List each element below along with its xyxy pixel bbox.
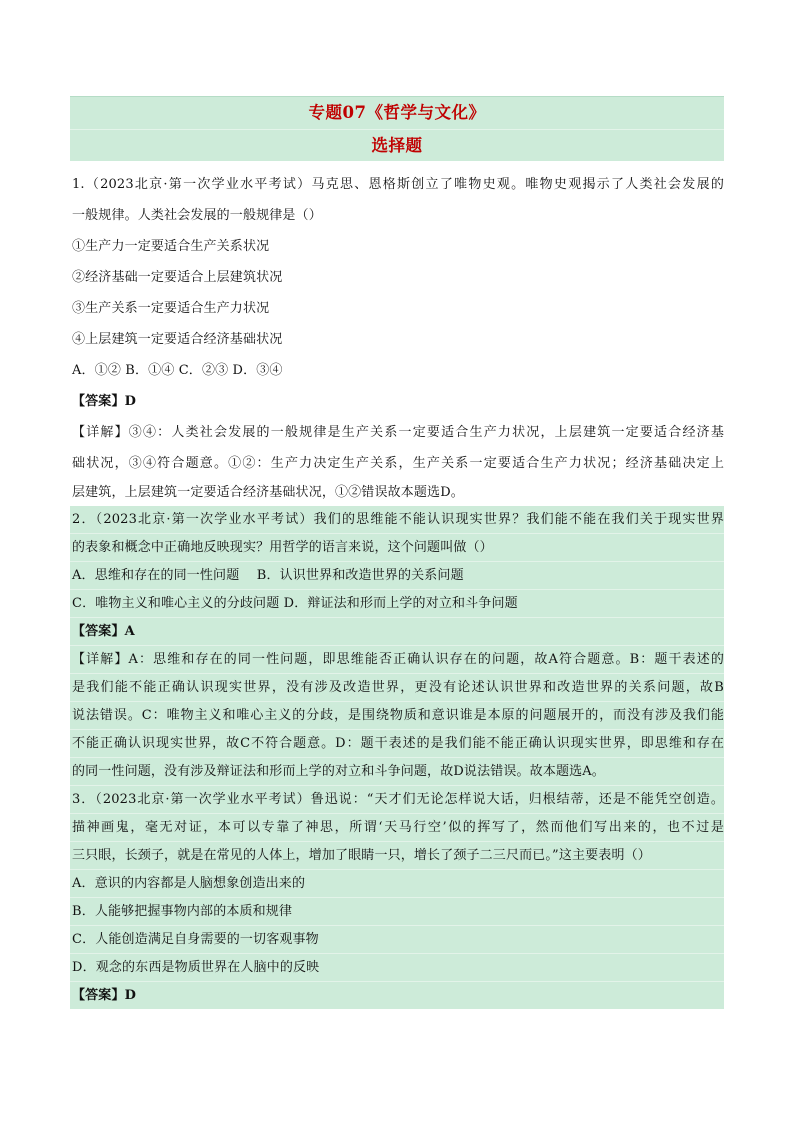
q3-option-c: C．人能创造满足自身需要的一切客观事物: [70, 926, 724, 954]
q2-choices-ab: A．思维和存在的同一性问题 B．认识世界和改造世界的关系问题: [70, 562, 724, 590]
document-page: [70, 96, 724, 1009]
q2-detail-line-3: 说法错误。C：唯物主义和唯心主义的分歧，是围绕物质和意识谁是本原的问题展开的，而没有涉及我们能: [70, 702, 724, 730]
q1-detail-line-3: 层建筑，上层建筑一定要适合经济基础状况，①②错误故本题选D。: [72, 485, 464, 500]
q3-option-d: D．观念的东西是物质世界在人脑中的反映: [70, 954, 724, 982]
q1-answer: 【答案】D: [72, 394, 137, 409]
q1-stem-line-2: 一般规律。人类社会发展的一般规律是（）: [72, 208, 322, 223]
q1-choices: A．①② B．①④ C．②③ D．③④: [72, 363, 283, 378]
question-2: [70, 506, 724, 785]
q1-stem-line-1: 1.（2023北京·第一次学业水平考试）马克思、恩格斯创立了唯物史观。唯物史观揭示了人类社会发展的: [72, 177, 724, 192]
q1-detail-line-2: 础状况，③④符合题意。①②：生产力决定生产关系，生产关系一定要适合生产力状况；经济基础决定上: [72, 456, 724, 471]
q2-detail-line-1: 【详解】A：思维和存在的同一性问题，即思维能否正确认识存在的问题，故A符合题意。B：题干表述的: [70, 646, 724, 674]
q2-stem-line-1: 2．（2023北京·第一次学业水平考试）我们的思维能不能认识现实世界？我们能不能在我们关于现实世界: [70, 506, 724, 534]
q1-option-1: ①生产力一定要适合生产关系状况: [72, 239, 270, 254]
q2-detail-line-2: 是我们能不能正确认识现实世界，没有涉及改造世界，更没有论述认识世界和改造世界的关系问题，故B: [70, 674, 724, 702]
q2-answer: 【答案】A: [70, 618, 724, 646]
page-title: 专题07《哲学与文化》: [308, 103, 486, 122]
q2-choices-cd: C．唯物主义和唯心主义的分歧问题 D．辩证法和形而上学的对立和斗争问题: [70, 590, 724, 618]
q2-detail-line-4: 不能正确认识现实世界，故C不符合题意。D：题干表述的是我们能不能正确认识现实世界，即思维和存在: [70, 730, 724, 758]
question-1: [70, 169, 724, 506]
q3-answer: 【答案】D: [72, 988, 137, 1003]
q1-option-3: ③生产关系一定要适合生产力状况: [72, 301, 270, 316]
q3-stem-line-3: 三只眼，长颈子，就是在常见的人体上，增加了眼睛一只，增长了颈子二三尺而已。”这主要表明（）: [70, 842, 724, 870]
q1-option-2: ②经济基础一定要适合上层建筑状况: [72, 270, 283, 285]
q1-option-4: ④上层建筑一定要适合经济基础状况: [72, 332, 283, 347]
question-3: [70, 785, 724, 1009]
q3-stem-line-1: 3．（2023北京·第一次学业水平考试）鲁迅说：“天才们无论怎样说大话，归根结蒂，还是不能凭空创造。: [70, 786, 724, 814]
section-title: 选择题: [70, 129, 724, 162]
title-band: [70, 96, 724, 161]
q3-stem-line-2: 描神画鬼，毫无对证，本可以专靠了神思，所谓‘天马行空’似的挥写了，然而他们写出来的，也不过是: [70, 814, 724, 842]
q2-detail-line-5: 的同一性问题，没有涉及辩证法和形而上学的对立和斗争问题，故D说法错误。故本题选A。: [72, 764, 605, 779]
q3-option-b: B．人能够把握事物内部的本质和规律: [70, 898, 724, 926]
q2-stem-line-2: 的表象和概念中正确地反映现实？用哲学的语言来说，这个问题叫做（）: [70, 534, 724, 562]
q3-option-a: A．意识的内容都是人脑想象创造出来的: [70, 870, 724, 898]
q1-detail-line-1: 【详解】③④：人类社会发展的一般规律是生产关系一定要适合生产力状况，上层建筑一定要适合经济基: [72, 425, 724, 440]
